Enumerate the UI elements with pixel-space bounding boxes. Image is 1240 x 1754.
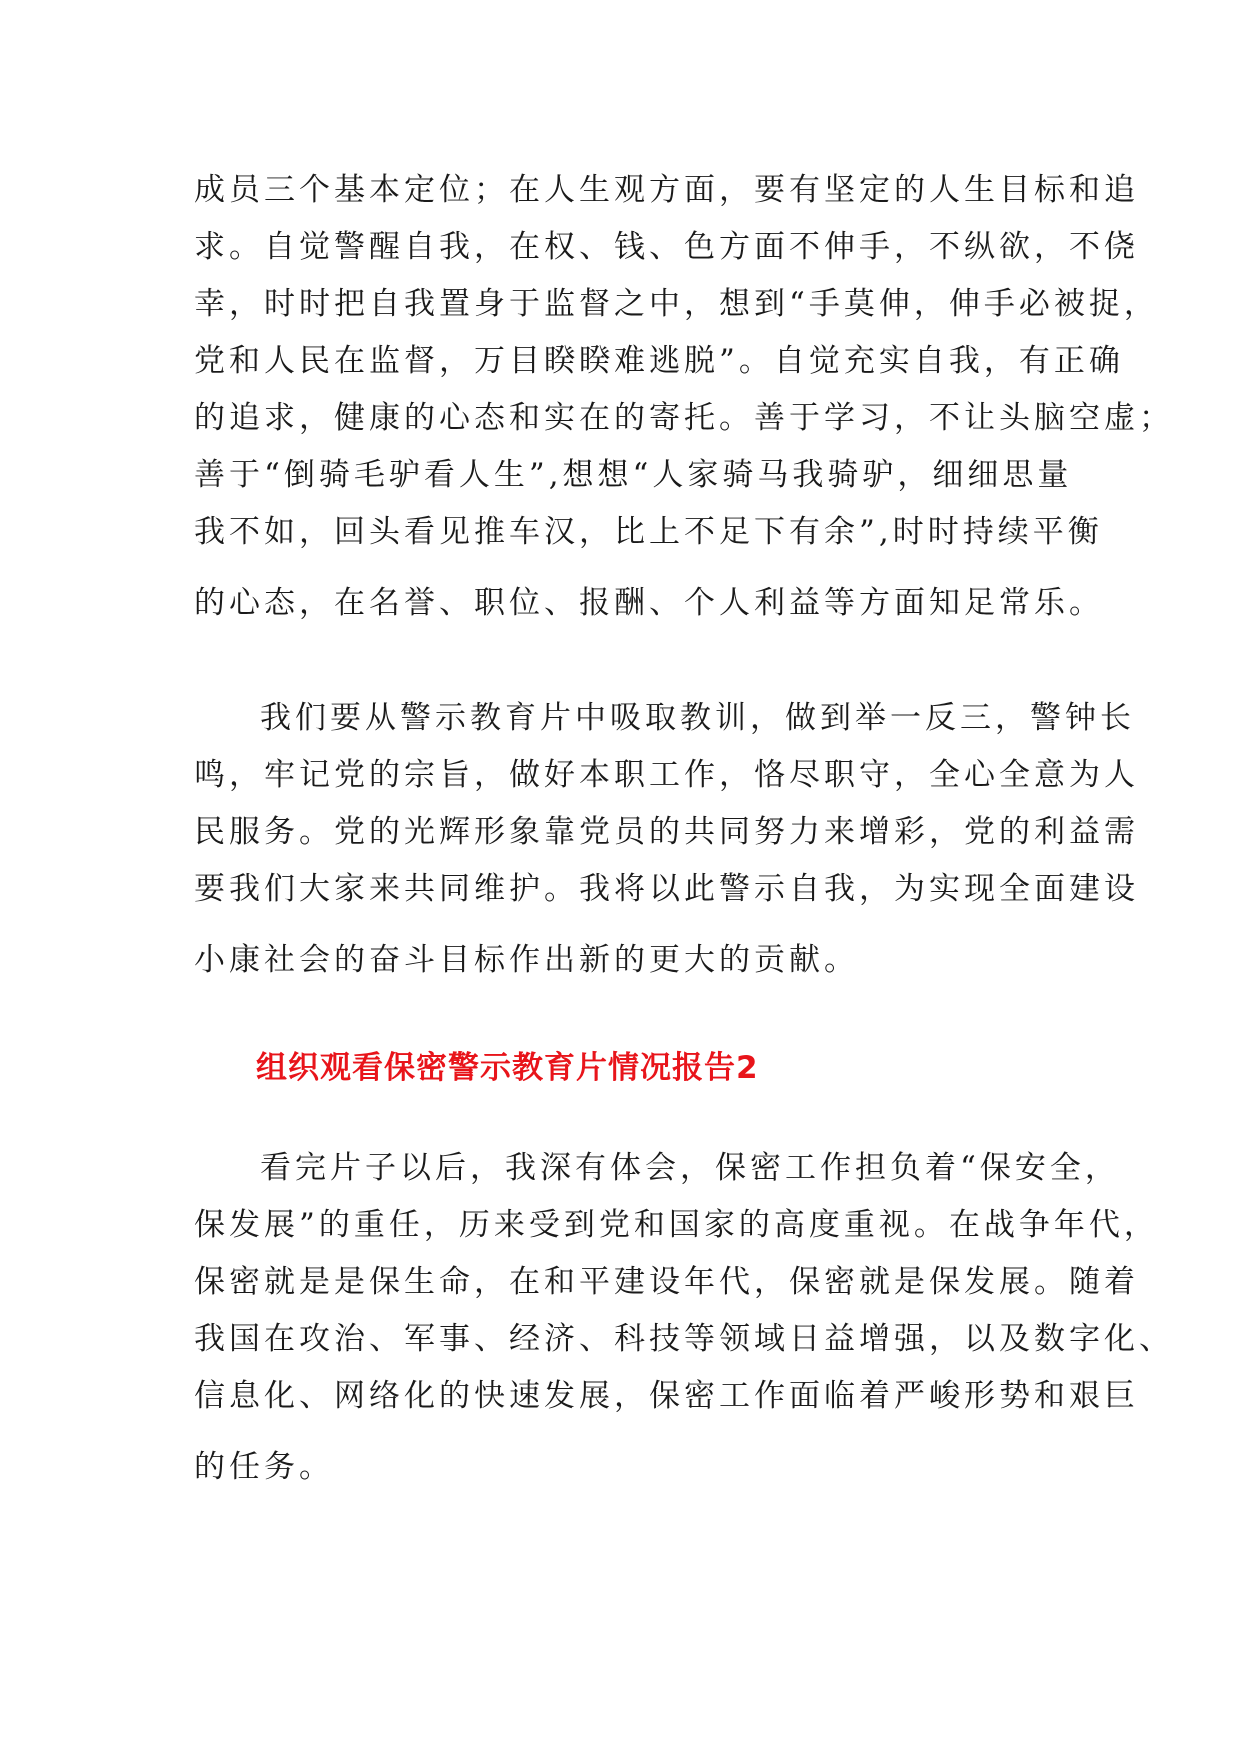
paragraph-line: 信息化、网络化的快速发展，保密工作面临着严峻形势和艰巨 [194,1378,1139,1414]
paragraph-line: 的心态，在名誉、职位、报酬、个人利益等方面知足常乐。 [194,585,1104,621]
paragraph-line: 民服务。党的光辉形象靠党员的共同努力来增彩，党的利益需 [194,814,1139,850]
paragraph-line: 要我们大家来共同维护。我将以此警示自我，为实现全面建设 [194,871,1139,907]
paragraph-line: 幸，时时把自我置身于监督之中，想到“手莫伸，伸手必被捉， [194,286,1159,322]
paragraph-2 [194,690,1139,989]
paragraph-3 [194,1140,1174,1496]
paragraph-line: 我国在攻治、军事、经济、科技等领域日益增强，以及数字化、 [194,1321,1174,1357]
paragraph-line: 党和人民在监督，万目睽睽难逃脱”。自觉充实自我，有正确 [194,343,1124,379]
paragraph-line: 的任务。 [194,1449,334,1485]
paragraph-line: 的追求，健康的心态和实在的寄托。善于学习，不让头脑空虚； [194,400,1174,436]
paragraph-line: 成员三个基本定位；在人生观方面，要有坚定的人生目标和追 [194,172,1139,208]
paragraph-line: 求。自觉警醒自我，在权、钱、色方面不伸手，不纵欲，不侥 [194,229,1139,265]
paragraph-line: 保发展”的重任，历来受到党和国家的高度重视。在战争年代， [194,1207,1159,1243]
paragraph-line: 看完片子以后，我深有体会，保密工作担负着“保安全， [260,1150,1120,1186]
section-heading: 组织观看保密警示教育片情况报告2 [256,1050,759,1086]
paragraph-line: 我们要从警示教育片中吸取教训，做到举一反三，警钟长 [260,700,1135,736]
paragraph-line: 保密就是是保生命，在和平建设年代，保密就是保发展。随着 [194,1264,1139,1300]
paragraph-line: 我不如，回头看见推车汉，比上不足下有余”,时时持续平衡 [194,514,1103,550]
paragraph-line: 小康社会的奋斗目标作出新的更大的贡献。 [194,942,859,978]
paragraph-1 [194,162,1174,632]
paragraph-line: 善于“倒骑毛驴看人生”,想想“人家骑马我骑驴，细细思量 [194,457,1073,493]
paragraph-line: 鸣，牢记党的宗旨，做好本职工作，恪尽职守，全心全意为人 [194,757,1139,793]
